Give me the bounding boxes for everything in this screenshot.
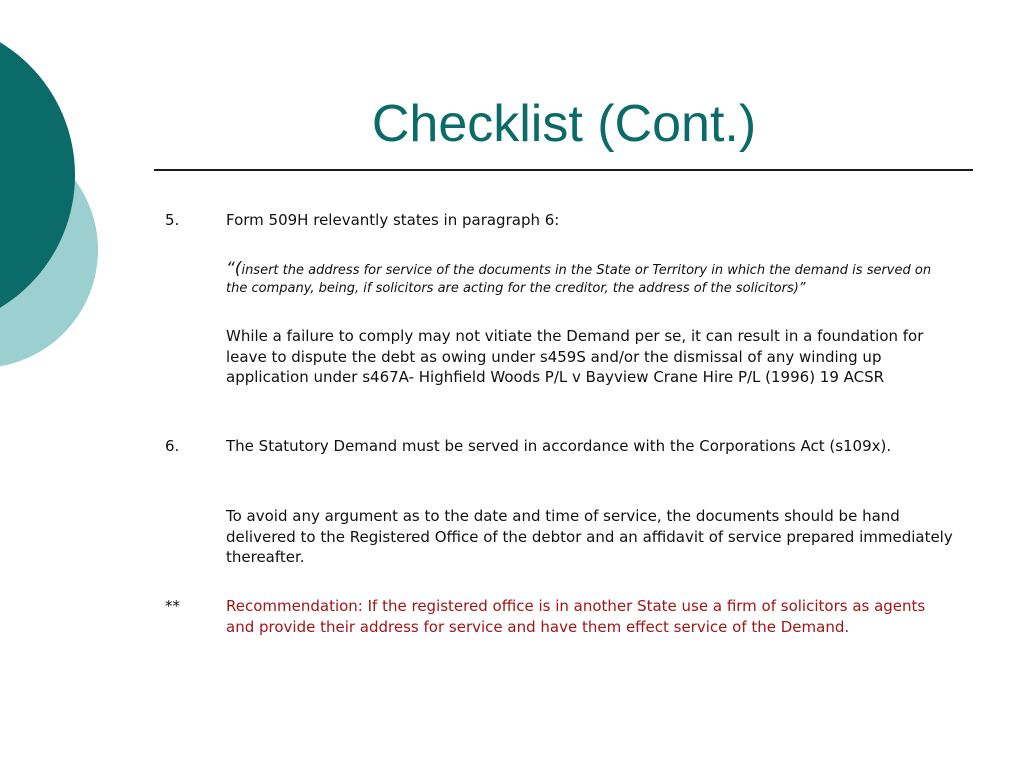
recommendation-text: Recommendation: If the registered office is in another State use a firm of solicitors as agents and provide their address for service and have them effect service of the Demand. (226, 597, 926, 636)
item-text: The Statutory Demand must be served in accordance with the Corporations Act (s109x). (226, 437, 892, 455)
item-5-comment: While a failure to comply may not vitiate the Demand per se, it can result in a foundation for leave to dispute the debt as owing under s459S and/or the dismissal of any winding up application under s467A- Highfield Woods P/L v Bayview Crane Hire P/L (1996) 19 ACSR (226, 327, 924, 386)
decorative-circles (0, 0, 110, 420)
item-text: Form 509H relevantly states in paragraph 6: (226, 211, 560, 229)
quote-text: insert the address for service of the documents in the State or Territory in which the demand is served on the company, being, if solicitors are acting for the creditor, the address of the solicitors)” (226, 263, 932, 296)
form-quote (226, 260, 956, 298)
recommendation-marker: ** (165, 597, 180, 615)
item-number: 5. (165, 211, 180, 229)
item-6-comment: To avoid any argument as to the date and time of service, the documents should be hand delivered to the Registered Office of the debtor and an affidavit of service prepared immediately thereafter. (226, 507, 953, 566)
slide-title: Checklist (Cont.) (371, 95, 757, 153)
quote-open-mark: “( (226, 259, 242, 279)
title-divider (154, 169, 973, 171)
item-number: 6. (165, 437, 180, 455)
